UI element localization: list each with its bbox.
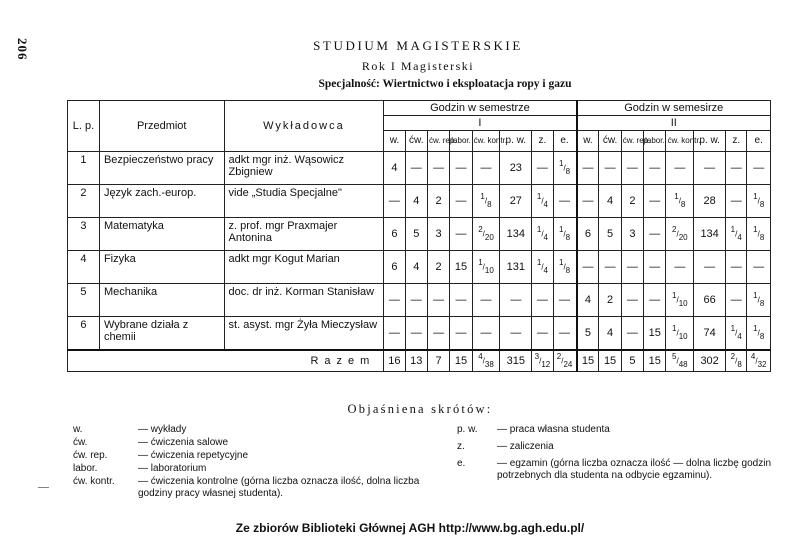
hours-cell-sem2-z: — [726,185,747,218]
hours-cell-sem2-ćwkontr: $^1/_8$ [666,185,694,218]
hours-cell-sem2-z: $^1/_4$ [726,317,747,351]
table-row [68,152,771,185]
legend-description: — ćwiczenia kontrolne (górna liczba oznacza ilość, dolna liczba godziny pracy własnej studenta). [138,476,420,499]
subcolumn-header-sem2-7: z. [726,131,747,152]
total-cell-sem2: 5 [621,350,643,372]
hours-cell-sem2-w: 6 [577,218,599,251]
subcolumn-header-sem2-4: labor. [644,131,666,152]
legend-title: Objaśniena skrótów: [347,402,493,416]
hours-cell-sem1-labor: 15 [450,251,472,284]
subcolumn-header-sem2-2: ćw. [599,131,621,152]
hours-cell-sem1-labor: — [450,185,472,218]
hours-cell-sem2-labor: — [644,251,666,284]
hours-cell-sem2-ćwrep: — [621,284,643,317]
lecturer-cell: adkt mgr Kogut Marian [224,251,384,284]
lecturer-cell: doc. dr inż. Korman Stanisław [224,284,384,317]
hours-cell-sem1-ćw: 4 [405,185,427,218]
hours-cell-sem1-z: — [532,317,553,351]
hours-cell-sem2-e: $^1/_8$ [747,218,771,251]
hours-cell-sem1-e: — [553,185,576,218]
hours-cell-sem1-ćwkontr: $^2/_{20}$ [472,218,500,251]
total-cell-sem2: 15 [599,350,621,372]
hours-cell-sem2-pw: 66 [694,284,726,317]
hours-cell-sem2-ćwkontr: — [666,251,694,284]
hours-cell-sem1-z: $^1/_4$ [532,251,553,284]
hours-cell-sem1-ćw: — [405,152,427,185]
hours-cell-sem2-ćwrep: — [621,152,643,185]
subcolumn-header-sem1-8: e. [553,131,576,152]
hours-cell-sem2-ćw: — [599,251,621,284]
hours-cell-sem1-w: — [384,185,405,218]
hours-cell-sem1-pw: 27 [500,185,532,218]
header-lp: L. p. [68,101,100,152]
legend-item [457,424,777,436]
hours-cell-sem1-pw: — [500,317,532,351]
legend-abbreviation: p. w. [457,424,478,435]
hours-cell-sem1-ćw: — [405,284,427,317]
legend-item [73,450,433,462]
hours-cell-sem2-e: $^1/_8$ [747,284,771,317]
hours-cell-sem2-pw: 28 [694,185,726,218]
header-lecturer: Wykładowca [224,101,384,152]
hours-cell-sem2-ćwkontr: $^2/_{20}$ [666,218,694,251]
totals-label: Razem [68,350,384,372]
hours-cell-sem1-z: $^1/_4$ [532,185,553,218]
hours-cell-sem2-ćwrep: 3 [621,218,643,251]
hours-cell-sem2-ćwkontr: $^1/_{10}$ [666,317,694,351]
hours-cell-sem2-ćw: 4 [599,185,621,218]
curriculum-table-body [68,152,771,372]
total-cell-sem1: $^3/_{12}$ [532,350,553,372]
total-cell-sem1: 7 [427,350,449,372]
legend-left-column [73,424,433,501]
subcolumn-header-sem2-8: e. [747,131,771,152]
total-cell-sem2: 15 [644,350,666,372]
curriculum-table [67,100,771,372]
total-cell-sem1: $^2/_{24}$ [553,350,576,372]
hours-cell-sem1-z: — [532,284,553,317]
hours-cell-sem1-ćw: 5 [405,218,427,251]
hours-cell-sem2-z: — [726,284,747,317]
hours-cell-sem1-e: $^1/_8$ [553,251,576,284]
hours-cell-sem2-w: — [577,185,599,218]
header-semester-1: I [384,116,577,131]
total-cell-sem2: $^4/_{32}$ [747,350,771,372]
table-row [68,218,771,251]
subject-cell: Fizyka [99,251,224,284]
margin-mark: — [38,481,49,493]
hours-cell-sem1-w: 6 [384,251,405,284]
legend-abbreviation: ćw. rep. [73,450,108,461]
legend-description: — zaliczenia [497,441,554,452]
legend-item [73,463,433,475]
subject-cell: Matematyka [99,218,224,251]
hours-cell-sem2-z: — [726,152,747,185]
hours-cell-sem2-ćwrep: — [621,251,643,284]
hours-cell-sem2-labor: — [644,284,666,317]
subcolumn-header-sem1-5: ćw. kontr. [472,131,500,152]
lecturer-cell: adkt mgr inż. Wąsowicz Zbigniew [224,152,384,185]
specialty-heading: Specjalność: Wiertnictwo i eksploatacja ropy i gazu [318,78,572,90]
subcolumn-header-sem1-2: ćw. [405,131,427,152]
header-hours-sem2: Godzin w semesirze [577,101,771,116]
row-number: 4 [68,251,100,284]
hours-cell-sem1-ćwkontr: — [472,317,500,351]
hours-cell-sem1-ćwkontr: $^1/_{10}$ [472,251,500,284]
header-semester-2: II [577,116,771,131]
total-cell-sem2: 15 [577,350,599,372]
hours-cell-sem1-e: — [553,284,576,317]
row-number: 1 [68,152,100,185]
hours-cell-sem1-ćwrep: — [427,317,449,351]
hours-cell-sem1-pw: 131 [500,251,532,284]
hours-cell-sem1-labor: — [450,317,472,351]
subcolumn-header-sem1-3: ćw. rep. [427,131,449,152]
hours-cell-sem2-ćw: 2 [599,284,621,317]
total-cell-sem1: 13 [405,350,427,372]
hours-cell-sem1-e: $^1/_8$ [553,218,576,251]
hours-cell-sem1-w: — [384,317,405,351]
legend-abbreviation: ćw. kontr. [73,476,115,487]
header-hours-sem1: Godzin w semestrze [384,101,577,116]
hours-cell-sem2-w: 5 [577,317,599,351]
subject-cell: Wybrane działa z chemii [99,317,224,351]
table-row [68,185,771,218]
legend-abbreviation: z. [457,441,465,452]
hours-cell-sem1-ćwrep: 2 [427,251,449,284]
hours-cell-sem2-pw: — [694,251,726,284]
hours-cell-sem1-pw: 23 [500,152,532,185]
hours-cell-sem2-ćw: 5 [599,218,621,251]
hours-cell-sem1-ćwkontr: — [472,152,500,185]
hours-cell-sem1-ćwrep: 3 [427,218,449,251]
hours-cell-sem1-ćwrep: — [427,152,449,185]
hours-cell-sem1-e: — [553,317,576,351]
hours-cell-sem2-ćw: — [599,152,621,185]
page-header [0,38,800,90]
hours-cell-sem1-e: $^1/_8$ [553,152,576,185]
total-cell-sem2: 302 [694,350,726,372]
total-cell-sem2: $^5/_{48}$ [666,350,694,372]
hours-cell-sem2-ćwkontr: — [666,152,694,185]
legend-description: — ćwiczenia repetycyjne [138,450,249,461]
legend-item [73,476,433,500]
hours-cell-sem2-ćw: 4 [599,317,621,351]
row-number: 6 [68,317,100,351]
footer-source-note: Ze zbiorów Biblioteki Głównej AGH http://www.bg.agh.edu.pl/ [235,521,585,535]
hours-cell-sem2-e: $^1/_8$ [747,185,771,218]
hours-cell-sem2-pw: 74 [694,317,726,351]
page-subtitle: Rok I Magisterski [361,59,475,73]
hours-cell-sem1-labor: — [450,218,472,251]
hours-cell-sem1-z: — [532,152,553,185]
subcolumn-header-sem2-5: ćw. kontr. [666,131,694,152]
hours-cell-sem2-e: $^1/_8$ [747,317,771,351]
hours-cell-sem1-labor: — [450,152,472,185]
hours-cell-sem2-labor: 15 [644,317,666,351]
legend-item [457,441,777,453]
hours-cell-sem2-pw: 134 [694,218,726,251]
hours-cell-sem2-w: 4 [577,284,599,317]
table-row [68,317,771,351]
header-subject: Przedmiot [99,101,224,152]
hours-cell-sem1-labor: — [450,284,472,317]
legend-abbreviation: w. [73,424,83,435]
row-number: 2 [68,185,100,218]
legend-item [73,437,433,449]
table-row [68,284,771,317]
totals-row [68,350,771,372]
hours-cell-sem1-ćwkontr: $^1/_8$ [472,185,500,218]
legend-description: — ćwiczenia salowe [138,437,229,448]
hours-cell-sem2-ćwrep: 2 [621,185,643,218]
hours-cell-sem2-pw: — [694,152,726,185]
hours-cell-sem2-w: — [577,251,599,284]
page-number: 206 [15,38,30,61]
hours-cell-sem1-w: 6 [384,218,405,251]
legend-description: — wykłady [138,424,187,435]
hours-cell-sem1-w: 4 [384,152,405,185]
subject-cell: Mechanika [99,284,224,317]
subcolumn-header-sem1-6: p. w. [500,131,532,152]
row-number: 5 [68,284,100,317]
hours-cell-sem2-e: — [747,251,771,284]
hours-cell-sem2-z: — [726,251,747,284]
subcolumn-header-sem2-6: p. w. [694,131,726,152]
hours-cell-sem1-ćwrep: 2 [427,185,449,218]
legend-item [457,458,777,482]
subcolumn-header-sem1-1: w. [384,131,405,152]
hours-cell-sem2-e: — [747,152,771,185]
hours-cell-sem2-labor: — [644,152,666,185]
hours-cell-sem2-ćwkontr: $^1/_{10}$ [666,284,694,317]
hours-cell-sem1-ćw: — [405,317,427,351]
row-number: 3 [68,218,100,251]
subject-cell: Bezpieczeństwo pracy [99,152,224,185]
total-cell-sem1: 15 [450,350,472,372]
hours-cell-sem1-ćwkontr: — [472,284,500,317]
legend-description: — egzamin (górna liczba oznacza ilość — dolna liczbę godzin potrzebnych dla studenta na odbycie egzaminu). [497,458,772,481]
legend-description: — praca własna studenta [497,424,610,435]
lecturer-cell: vide „Studia Specjalne" [224,185,384,218]
total-cell-sem2: $^2/_8$ [726,350,747,372]
hours-cell-sem2-labor: — [644,218,666,251]
total-cell-sem1: $^4/_{38}$ [472,350,500,372]
hours-cell-sem2-ćwrep: — [621,317,643,351]
hours-cell-sem2-labor: — [644,185,666,218]
hours-cell-sem1-z: $^1/_4$ [532,218,553,251]
legend-description: — laboratorium [138,463,207,474]
lecturer-cell: z. prof. mgr Praxmajer Antonina [224,218,384,251]
legend-item [73,424,433,436]
total-cell-sem1: 16 [384,350,405,372]
lecturer-cell: st. asyst. mgr Żyła Mieczysław [224,317,384,351]
total-cell-sem1: 315 [500,350,532,372]
hours-cell-sem2-w: — [577,152,599,185]
table-row [68,251,771,284]
hours-cell-sem1-pw: — [500,284,532,317]
legend-abbreviation: ćw. [73,437,88,448]
subcolumn-header-sem1-4: labor. [450,131,472,152]
legend-abbreviation: labor. [73,463,98,474]
page-title: STUDIUM MAGISTERSKIE [313,38,523,53]
hours-cell-sem1-pw: 134 [500,218,532,251]
legend-abbreviation: e. [457,458,466,469]
subcolumn-header-sem2-1: w. [577,131,599,152]
legend-right-column [457,424,777,487]
hours-cell-sem1-ćwrep: — [427,284,449,317]
subcolumn-header-sem1-7: z. [532,131,553,152]
subcolumn-header-sem2-3: ćw. rep. [621,131,643,152]
hours-cell-sem1-w: — [384,284,405,317]
hours-cell-sem1-ćw: 4 [405,251,427,284]
hours-cell-sem2-z: $^1/_4$ [726,218,747,251]
subject-cell: Język zach.-europ. [99,185,224,218]
